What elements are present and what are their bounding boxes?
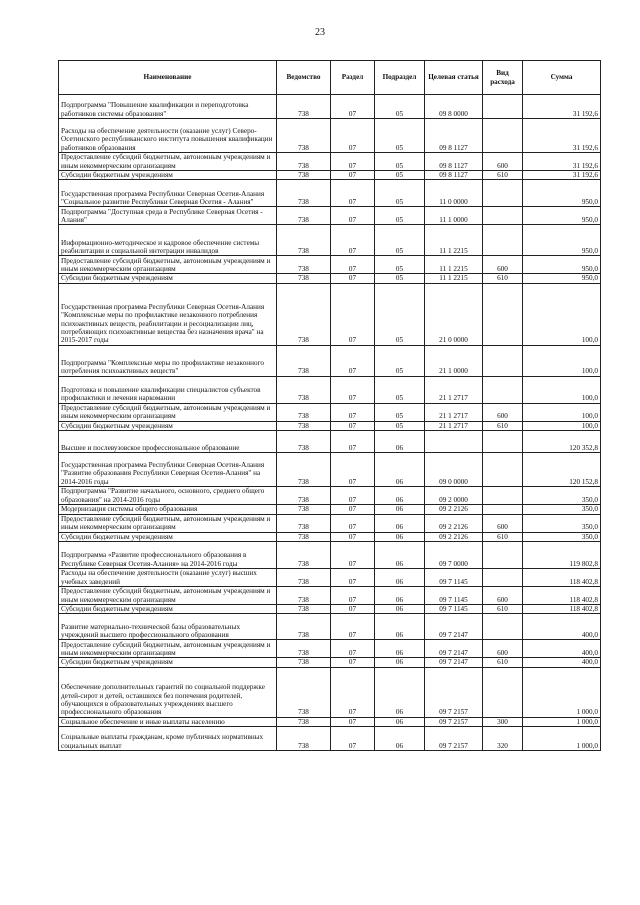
cell-statya: 09 0 0000 — [425, 453, 483, 487]
cell-statya: 09 8 1127 — [425, 171, 483, 180]
cell-vid-raskhoda — [483, 614, 523, 640]
table-row — [59, 153, 601, 171]
cell-statya: 09 2 2126 — [425, 532, 483, 541]
cell-statya: 09 7 2157 — [425, 667, 483, 717]
cell-statya: 11 1 2215 — [425, 225, 483, 256]
table-row — [59, 171, 601, 180]
cell-vedomstvo: 738 — [277, 403, 331, 421]
table-row — [59, 119, 601, 153]
cell-podrazdel: 06 — [375, 658, 425, 667]
cell-statya: 21 1 2717 — [425, 376, 483, 403]
cell-vid-raskhoda: 320 — [483, 727, 523, 751]
cell-name: Социальное обеспечение и иные выплаты населению — [59, 717, 277, 726]
cell-statya: 09 2 2126 — [425, 505, 483, 514]
cell-vedomstvo: 738 — [277, 171, 331, 180]
table-row — [59, 274, 601, 283]
cell-name: Предоставление субсидий бюджетным, автономным учреждениям и иным некоммерческим организациям — [59, 640, 277, 658]
cell-razdel: 07 — [331, 505, 375, 514]
cell-razdel: 07 — [331, 403, 375, 421]
table-row — [59, 283, 601, 345]
cell-razdel: 07 — [331, 119, 375, 153]
cell-razdel: 07 — [331, 376, 375, 403]
cell-podrazdel: 06 — [375, 667, 425, 717]
cell-podrazdel: 06 — [375, 532, 425, 541]
table-row — [59, 180, 601, 207]
cell-podrazdel: 05 — [375, 153, 425, 171]
cell-summa: 120 152,8 — [523, 453, 601, 487]
cell-podrazdel: 05 — [375, 171, 425, 180]
cell-podrazdel: 06 — [375, 542, 425, 569]
cell-vedomstvo: 738 — [277, 614, 331, 640]
cell-vid-raskhoda — [483, 283, 523, 345]
cell-vid-raskhoda — [483, 95, 523, 119]
cell-vid-raskhoda: 600 — [483, 587, 523, 605]
cell-vid-raskhoda: 610 — [483, 658, 523, 667]
cell-razdel: 07 — [331, 95, 375, 119]
cell-vedomstvo: 738 — [277, 153, 331, 171]
cell-name: Субсидии бюджетным учреждениям — [59, 658, 277, 667]
cell-razdel: 07 — [331, 421, 375, 430]
cell-statya — [425, 431, 483, 453]
cell-summa: 100,0 — [523, 283, 601, 345]
cell-vid-raskhoda — [483, 119, 523, 153]
table-row — [59, 345, 601, 376]
cell-podrazdel: 06 — [375, 640, 425, 658]
cell-statya: 21 1 0000 — [425, 345, 483, 376]
cell-statya: 09 2 2126 — [425, 514, 483, 532]
header-vedomstvo: Ведомство — [277, 61, 331, 95]
cell-name: Информационно-методическое и кадровое обеспечение системы реабилитации и социальной интеграции инвалидов — [59, 225, 277, 256]
cell-name: Подпрограмма "Развитие начального, основного, среднего общего образования" на 2014-2016 годы — [59, 487, 277, 505]
cell-razdel: 07 — [331, 345, 375, 376]
cell-summa: 1 000,0 — [523, 727, 601, 751]
cell-summa: 31 192,6 — [523, 95, 601, 119]
table-row — [59, 421, 601, 430]
header-name: Наименование — [59, 61, 277, 95]
cell-podrazdel: 06 — [375, 514, 425, 532]
cell-vedomstvo: 738 — [277, 95, 331, 119]
cell-razdel: 07 — [331, 514, 375, 532]
cell-statya: 09 2 0000 — [425, 487, 483, 505]
cell-podrazdel: 05 — [375, 207, 425, 225]
cell-vid-raskhoda: 610 — [483, 532, 523, 541]
cell-name: Субсидии бюджетным учреждениям — [59, 274, 277, 283]
cell-statya: 09 7 2147 — [425, 658, 483, 667]
table-row — [59, 569, 601, 587]
cell-vedomstvo: 738 — [277, 376, 331, 403]
cell-summa: 950,0 — [523, 274, 601, 283]
cell-vid-raskhoda — [483, 487, 523, 505]
cell-podrazdel: 06 — [375, 727, 425, 751]
cell-summa: 31 192,6 — [523, 119, 601, 153]
cell-name: Обеспечение дополнительных гарантий по социальной поддержке детей-сирот и детей, оставшихся без попечения родителей, обучающихся в образовательных учреждениях высшего профессионального образования — [59, 667, 277, 717]
cell-statya: 09 8 1127 — [425, 153, 483, 171]
cell-vedomstvo: 738 — [277, 274, 331, 283]
table-row — [59, 727, 601, 751]
cell-name: Государственная программа Республики Северная Осетия-Алания "Развитие образования Республики Северная Осетия-Алания" на 2014-2016 годы — [59, 453, 277, 487]
cell-podrazdel: 05 — [375, 345, 425, 376]
table-row — [59, 376, 601, 403]
cell-summa: 31 192,6 — [523, 153, 601, 171]
cell-razdel: 07 — [331, 487, 375, 505]
cell-statya: 09 8 0000 — [425, 95, 483, 119]
cell-vedomstvo: 738 — [277, 421, 331, 430]
cell-vedomstvo: 738 — [277, 283, 331, 345]
cell-vedomstvo: 738 — [277, 514, 331, 532]
cell-podrazdel: 05 — [375, 119, 425, 153]
budget-table — [58, 60, 601, 751]
cell-vid-raskhoda: 610 — [483, 605, 523, 614]
cell-podrazdel: 05 — [375, 376, 425, 403]
cell-name: Развитие материально-технической базы образовательных учреждений высшего профессионального образования — [59, 614, 277, 640]
cell-summa: 950,0 — [523, 256, 601, 274]
cell-statya: 09 7 0000 — [425, 542, 483, 569]
cell-podrazdel: 06 — [375, 587, 425, 605]
cell-vid-raskhoda — [483, 225, 523, 256]
cell-razdel: 07 — [331, 605, 375, 614]
cell-razdel: 07 — [331, 180, 375, 207]
cell-vedomstvo: 738 — [277, 431, 331, 453]
cell-name: Субсидии бюджетным учреждениям — [59, 532, 277, 541]
cell-name: Государственная программа Республики Северная Осетия-Алания "Социальное развитие Республики Северная Осетия - Алания" — [59, 180, 277, 207]
cell-name: Расходы на обеспечение деятельности (оказание услуг) Северо-Осетинского республиканского института повышения квалификации работников образования — [59, 119, 277, 153]
cell-statya: 11 0 0000 — [425, 180, 483, 207]
table-row — [59, 453, 601, 487]
cell-summa: 350,0 — [523, 532, 601, 541]
table-row — [59, 717, 601, 726]
cell-vid-raskhoda — [483, 180, 523, 207]
cell-vid-raskhoda: 600 — [483, 514, 523, 532]
table-row — [59, 256, 601, 274]
cell-vedomstvo: 738 — [277, 119, 331, 153]
cell-razdel: 07 — [331, 717, 375, 726]
cell-name: Предоставление субсидий бюджетным, автономным учреждениям и иным некоммерческим организациям — [59, 403, 277, 421]
cell-podrazdel: 06 — [375, 453, 425, 487]
table-row — [59, 207, 601, 225]
cell-name: Предоставление субсидий бюджетным, автономным учреждениям и иным некоммерческим организациям — [59, 514, 277, 532]
cell-summa: 1 000,0 — [523, 717, 601, 726]
cell-vedomstvo: 738 — [277, 532, 331, 541]
cell-vedomstvo: 738 — [277, 256, 331, 274]
cell-statya: 11 1 2215 — [425, 274, 483, 283]
table-row — [59, 667, 601, 717]
cell-summa: 100,0 — [523, 403, 601, 421]
cell-podrazdel: 05 — [375, 403, 425, 421]
cell-name: Субсидии бюджетным учреждениям — [59, 171, 277, 180]
cell-podrazdel: 06 — [375, 431, 425, 453]
cell-name: Подпрограмма "Комплексные меры по профилактике незаконного потребления психоактивных веществ" — [59, 345, 277, 376]
cell-statya: 11 1 2215 — [425, 256, 483, 274]
cell-vedomstvo: 738 — [277, 569, 331, 587]
cell-podrazdel: 05 — [375, 180, 425, 207]
cell-vid-raskhoda: 610 — [483, 274, 523, 283]
cell-summa: 400,0 — [523, 658, 601, 667]
cell-vid-raskhoda: 600 — [483, 403, 523, 421]
cell-razdel: 07 — [331, 153, 375, 171]
cell-statya: 09 7 2147 — [425, 640, 483, 658]
cell-name: Субсидии бюджетным учреждениям — [59, 605, 277, 614]
cell-razdel: 07 — [331, 532, 375, 541]
cell-podrazdel: 05 — [375, 274, 425, 283]
cell-podrazdel: 05 — [375, 225, 425, 256]
table-row — [59, 605, 601, 614]
header-podrazdel: Подраздел — [375, 61, 425, 95]
cell-name: Подпрограмма «Развитие профессионального образования в Республике Северная Осетия-Алания» на 2014-2016 годы — [59, 542, 277, 569]
cell-razdel: 07 — [331, 667, 375, 717]
cell-summa: 119 802,8 — [523, 542, 601, 569]
page-number: 23 — [315, 27, 325, 38]
cell-vedomstvo: 738 — [277, 487, 331, 505]
cell-vedomstvo: 738 — [277, 658, 331, 667]
header-summa: Сумма — [523, 61, 601, 95]
cell-vid-raskhoda — [483, 431, 523, 453]
cell-vedomstvo: 738 — [277, 207, 331, 225]
cell-vedomstvo: 738 — [277, 453, 331, 487]
cell-podrazdel: 05 — [375, 421, 425, 430]
table-row — [59, 542, 601, 569]
cell-summa: 1 000,0 — [523, 667, 601, 717]
cell-razdel: 07 — [331, 283, 375, 345]
cell-vedomstvo: 738 — [277, 180, 331, 207]
cell-statya: 09 7 2147 — [425, 614, 483, 640]
cell-vid-raskhoda — [483, 207, 523, 225]
table-row — [59, 487, 601, 505]
cell-vedomstvo: 738 — [277, 542, 331, 569]
cell-razdel: 07 — [331, 171, 375, 180]
cell-name: Предоставление субсидий бюджетным, автономным учреждениям и иным некоммерческим организациям — [59, 153, 277, 171]
cell-statya: 09 7 2157 — [425, 727, 483, 751]
cell-razdel: 07 — [331, 587, 375, 605]
cell-summa: 950,0 — [523, 207, 601, 225]
cell-name: Расходы на обеспечение деятельности (оказание услуг) высших учебных заведений — [59, 569, 277, 587]
cell-statya: 09 7 1145 — [425, 605, 483, 614]
cell-vedomstvo: 738 — [277, 345, 331, 376]
header-razdel: Раздел — [331, 61, 375, 95]
table-row — [59, 431, 601, 453]
table-body — [59, 95, 601, 751]
table-row — [59, 587, 601, 605]
cell-vedomstvo: 738 — [277, 225, 331, 256]
cell-podrazdel: 06 — [375, 505, 425, 514]
cell-name: Подготовка и повышение квалификации специалистов субъектов профилактики и лечения наркомании — [59, 376, 277, 403]
cell-podrazdel: 06 — [375, 614, 425, 640]
cell-vedomstvo: 738 — [277, 717, 331, 726]
cell-name: Предоставление субсидий бюджетным, автономным учреждениям и иным некоммерческим организациям — [59, 256, 277, 274]
cell-summa: 950,0 — [523, 180, 601, 207]
cell-summa: 100,0 — [523, 376, 601, 403]
cell-name: Модернизация системы общего образования — [59, 505, 277, 514]
cell-podrazdel: 06 — [375, 717, 425, 726]
cell-statya: 09 7 2157 — [425, 717, 483, 726]
cell-vid-raskhoda — [483, 453, 523, 487]
cell-razdel: 07 — [331, 640, 375, 658]
table-row — [59, 95, 601, 119]
cell-vid-raskhoda: 600 — [483, 640, 523, 658]
table-header-row — [59, 61, 601, 95]
cell-statya: 11 1 0000 — [425, 207, 483, 225]
cell-vedomstvo: 738 — [277, 587, 331, 605]
cell-vid-raskhoda — [483, 667, 523, 717]
cell-vedomstvo: 738 — [277, 505, 331, 514]
cell-razdel: 07 — [331, 207, 375, 225]
cell-vid-raskhoda — [483, 345, 523, 376]
table-row — [59, 403, 601, 421]
cell-summa: 118 402,8 — [523, 569, 601, 587]
cell-name: Субсидии бюджетным учреждениям — [59, 421, 277, 430]
cell-summa: 350,0 — [523, 505, 601, 514]
cell-summa: 118 402,8 — [523, 605, 601, 614]
cell-vid-raskhoda: 610 — [483, 171, 523, 180]
cell-name: Государственная программа Республики Северная Осетия-Алания "Комплексные меры по профилактике незаконного потребления психоактивных веществ, реабилитации и ресоциализации лиц, потребляющих психоактивные вещества без назначения врача" на 2015-2017 годы — [59, 283, 277, 345]
cell-summa: 118 402,8 — [523, 587, 601, 605]
cell-razdel: 07 — [331, 453, 375, 487]
cell-summa: 31 192,6 — [523, 171, 601, 180]
cell-vedomstvo: 738 — [277, 640, 331, 658]
cell-summa: 400,0 — [523, 614, 601, 640]
table-row — [59, 614, 601, 640]
cell-razdel: 07 — [331, 225, 375, 256]
cell-podrazdel: 05 — [375, 256, 425, 274]
cell-razdel: 07 — [331, 614, 375, 640]
table-row — [59, 514, 601, 532]
cell-podrazdel: 05 — [375, 95, 425, 119]
cell-vedomstvo: 738 — [277, 667, 331, 717]
cell-name: Подпрограмма "Повышение квалификации и переподготовка работников системы образования" — [59, 95, 277, 119]
cell-razdel: 07 — [331, 542, 375, 569]
cell-summa: 100,0 — [523, 421, 601, 430]
header-statya: Целевая статья — [425, 61, 483, 95]
cell-name: Подпрограмма "Доступная среда в Республике Северная Осетия - Алания" — [59, 207, 277, 225]
cell-statya: 09 7 1145 — [425, 569, 483, 587]
cell-statya: 21 0 0000 — [425, 283, 483, 345]
cell-vid-raskhoda: 300 — [483, 717, 523, 726]
table-row — [59, 225, 601, 256]
cell-vedomstvo: 738 — [277, 727, 331, 751]
cell-podrazdel: 05 — [375, 283, 425, 345]
cell-summa: 350,0 — [523, 514, 601, 532]
cell-summa: 400,0 — [523, 640, 601, 658]
cell-podrazdel: 06 — [375, 569, 425, 587]
cell-vedomstvo: 738 — [277, 605, 331, 614]
cell-podrazdel: 06 — [375, 605, 425, 614]
cell-podrazdel: 06 — [375, 487, 425, 505]
cell-name: Высшее и послевузовское профессиональное образование — [59, 431, 277, 453]
cell-vid-raskhoda: 600 — [483, 153, 523, 171]
cell-vid-raskhoda — [483, 542, 523, 569]
cell-summa: 120 352,8 — [523, 431, 601, 453]
cell-statya: 09 7 1145 — [425, 587, 483, 605]
cell-vid-raskhoda — [483, 505, 523, 514]
cell-summa: 950,0 — [523, 225, 601, 256]
cell-razdel: 07 — [331, 727, 375, 751]
table-row — [59, 640, 601, 658]
table-row — [59, 532, 601, 541]
cell-vid-raskhoda — [483, 376, 523, 403]
cell-name: Предоставление субсидий бюджетным, автономным учреждениям и иным некоммерческим организациям — [59, 587, 277, 605]
cell-razdel: 07 — [331, 256, 375, 274]
cell-razdel: 07 — [331, 274, 375, 283]
cell-vid-raskhoda — [483, 569, 523, 587]
cell-name: Социальные выплаты гражданам, кроме публичных нормативных социальных выплат — [59, 727, 277, 751]
cell-razdel: 07 — [331, 658, 375, 667]
header-vid-raskhoda: Вид расхода — [483, 61, 523, 95]
cell-statya: 21 1 2717 — [425, 421, 483, 430]
cell-summa: 350,0 — [523, 487, 601, 505]
cell-vid-raskhoda: 600 — [483, 256, 523, 274]
table-row — [59, 658, 601, 667]
cell-statya: 09 8 1127 — [425, 119, 483, 153]
table-row — [59, 505, 601, 514]
cell-statya: 21 1 2717 — [425, 403, 483, 421]
cell-vid-raskhoda: 610 — [483, 421, 523, 430]
cell-razdel: 07 — [331, 569, 375, 587]
cell-razdel: 07 — [331, 431, 375, 453]
cell-summa: 100,0 — [523, 345, 601, 376]
